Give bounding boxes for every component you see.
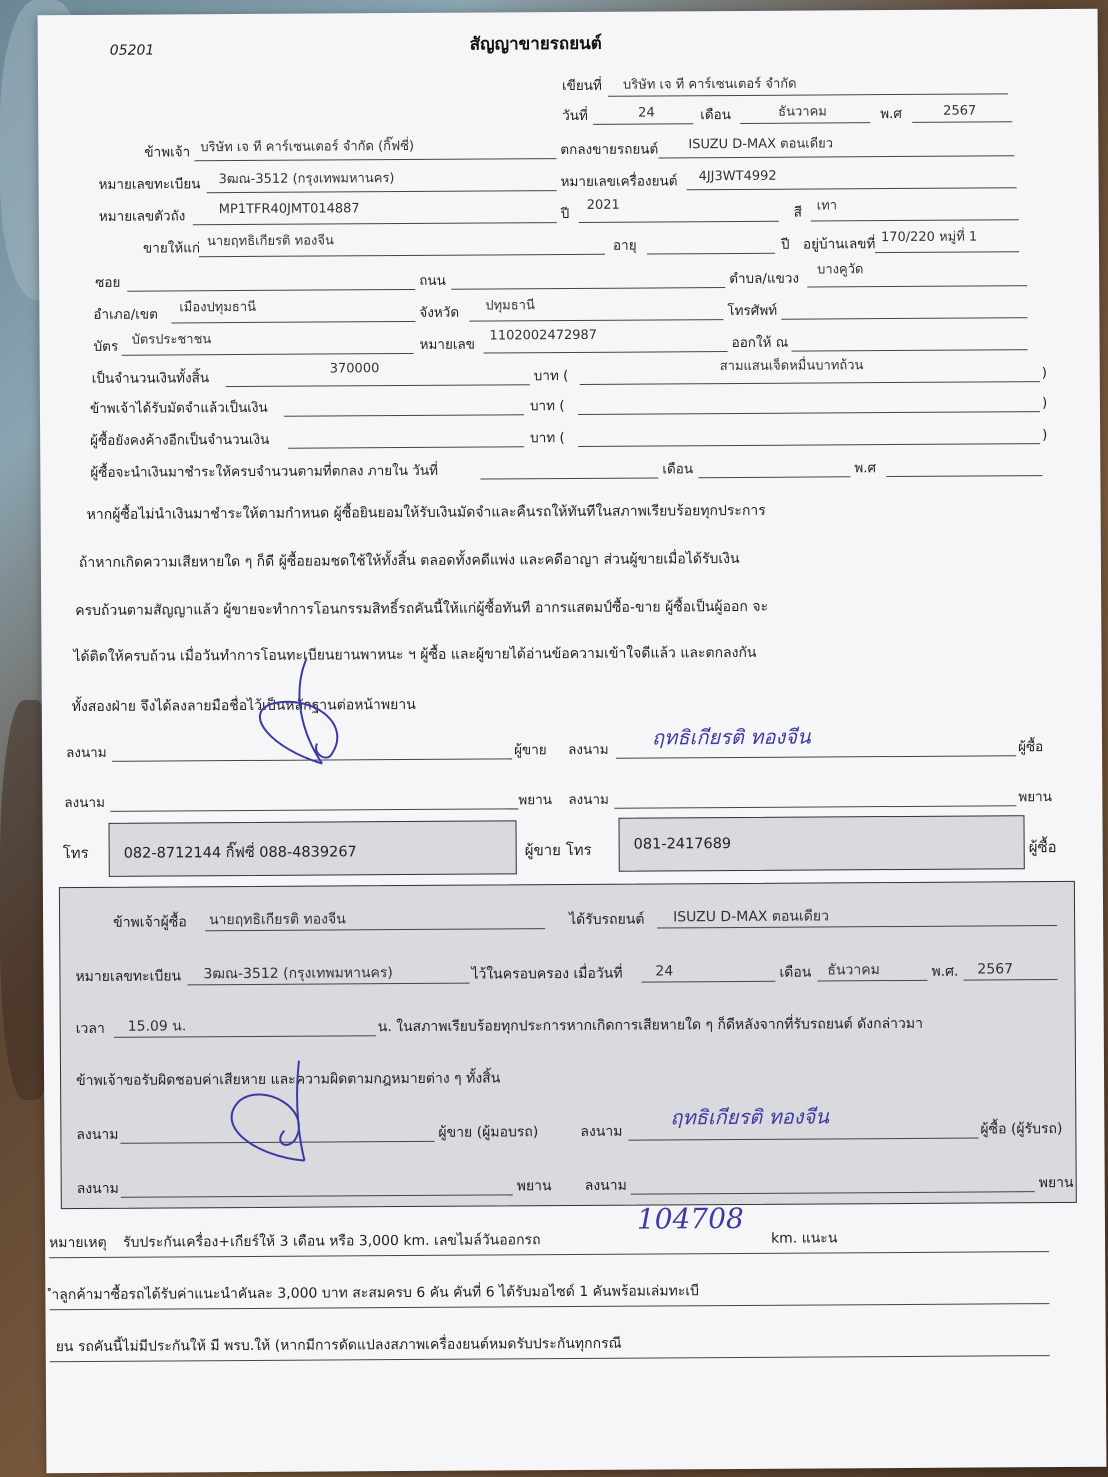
line-card-no bbox=[484, 351, 728, 353]
line-color bbox=[811, 219, 1019, 221]
label-witness-2: พยาน bbox=[1018, 789, 1053, 806]
label-total: เป็นจำนวนเงินทั้งสิ้น bbox=[91, 370, 210, 387]
value-total-words: สามแสนเจ็ดหมื่นบาทถ้วน bbox=[719, 358, 864, 375]
line-chassis-no bbox=[193, 222, 557, 225]
value-subdistrict: บางคูวัด bbox=[817, 262, 864, 278]
line-sign-witness-1 bbox=[110, 808, 518, 811]
label-seller: ผู้ขาย bbox=[514, 742, 547, 759]
label-district: อำเภอ/เขต bbox=[93, 306, 158, 323]
seller-signature bbox=[231, 653, 392, 774]
line-district bbox=[171, 321, 415, 323]
line-remaining bbox=[288, 446, 524, 448]
label-card-no: หมายเลข bbox=[419, 336, 476, 353]
value-buyer-name: นายฤทธิเกียรติ ทองจีน bbox=[206, 233, 334, 250]
close-paren-1: ) bbox=[1041, 365, 1048, 382]
label-deposit: ข้าพเจ้าได้รับมัดจำแล้วเป็นเงิน bbox=[89, 399, 268, 417]
label-subdistrict: ตำบล/แขวง bbox=[729, 270, 800, 288]
line-province bbox=[469, 319, 723, 322]
label-box-buyer-receive: ผู้ซื้อ (ผู้รับรถ) bbox=[980, 1121, 1063, 1138]
note-text-1: รับประกันเครื่อง+เกียร์ให้ 3 เดือน หรือ 3,000 km. เลขไมล์วันออกรถ bbox=[123, 1232, 541, 1251]
contract-paper bbox=[38, 9, 1107, 1473]
buyer-signature: ฤทธิเกียรติ ทองจีน bbox=[651, 724, 811, 750]
label-card: บัตร bbox=[93, 338, 119, 355]
line-plate bbox=[207, 190, 557, 193]
line-month bbox=[740, 122, 870, 124]
box-time: 15.09 น. bbox=[127, 1018, 187, 1035]
line-day bbox=[593, 123, 693, 125]
line-sign-buyer bbox=[616, 755, 1016, 758]
line-engine-no bbox=[687, 187, 1017, 190]
line-agree-sell bbox=[658, 155, 1014, 158]
box-buyer-name: นายฤทธิเกียรติ ทองจีน bbox=[209, 911, 346, 929]
line-written-at bbox=[608, 93, 1008, 96]
label-plate: หมายเลขทะเบียน bbox=[98, 176, 201, 193]
paragraph-line: หากผู้ซื้อไม่นำเงินมาชำระให้ตามกำหนด ผู้ซื้อยินยอมให้รับเงินมัดจำและคืนรถให้ทันทีในสภาพเรียบร้อยทุกประการ bbox=[86, 502, 766, 523]
line-be bbox=[912, 121, 1012, 123]
line-pay-month bbox=[698, 476, 850, 478]
label-issued-at: ออกให้ ณ bbox=[731, 334, 789, 352]
label-age: อายุ bbox=[612, 237, 637, 254]
close-paren-3: ) bbox=[1042, 427, 1048, 444]
label-box-possession: ไว้ในครอบครอง เมื่อวันที่ bbox=[471, 965, 623, 983]
label-box-time: เวลา bbox=[75, 1020, 105, 1038]
line-soi bbox=[127, 289, 415, 292]
label-box-received: ได้รับรถยนต์ bbox=[569, 911, 645, 929]
document-title: สัญญาขายรถยนต์ bbox=[469, 33, 602, 55]
line-age bbox=[647, 253, 775, 255]
label-province: จังหวัด bbox=[419, 304, 460, 321]
value-car: ISUZU D-MAX ตอนเดียว bbox=[688, 136, 834, 153]
label-year: ปี bbox=[560, 206, 570, 223]
buyer-phone: 081-2417689 bbox=[633, 836, 732, 853]
document-number: 05201 bbox=[109, 42, 155, 59]
label-road: ถนน bbox=[419, 272, 446, 289]
box-time-tail: น. ในสภาพเรียบร้อยทุกประการหากเกิดการเสียหายใด ๆ ก็ดีหลังจากที่รับรถยนต์ ดังกล่าวมา bbox=[377, 1015, 923, 1036]
note-km: km. แนะน bbox=[770, 1230, 838, 1247]
label-box-witness-1: พยาน bbox=[516, 1178, 552, 1195]
value-written-at: บริษัท เจ ที คาร์เซนเตอร์ จำกัด bbox=[622, 76, 797, 93]
label-box-sign-seller: ลงนาม bbox=[76, 1126, 119, 1144]
line-total bbox=[226, 384, 530, 387]
label-engine-no: หมายเลขเครื่องยนต์ bbox=[560, 173, 678, 191]
line-pay-be bbox=[886, 475, 1042, 477]
label-month: เดือน bbox=[700, 107, 731, 124]
paragraph-line: ครบถ้วนตามสัญญาแล้ว ผู้ขายจะทำการโอนกรรมสิทธิ์รถคันนี้ให้แก่ผู้ซื้อทันที อากรแสตมป์ซื้อ-ขาย ผู้ซื้อเป็นผู้ออก จะ bbox=[75, 598, 769, 620]
line-subdistrict bbox=[807, 285, 1027, 287]
value-year: 2021 bbox=[586, 197, 620, 213]
value-card-no: 1102002472987 bbox=[489, 327, 598, 344]
box-buyer-signature: ฤทธิเกียรติ ทองจีน bbox=[670, 1104, 829, 1130]
value-be: 2567 bbox=[943, 103, 977, 119]
seller-phone: 082-8712144 กิ๊ฟซี่ 088-4839267 bbox=[123, 844, 357, 862]
label-pay-be: พ.ศ bbox=[854, 460, 877, 477]
value-engine-no: 4JJ3WT4992 bbox=[698, 168, 777, 185]
label-box-witness-2: พยาน bbox=[1038, 1174, 1074, 1192]
value-card: บัตรประชาชน bbox=[131, 332, 212, 348]
line-deposit-words bbox=[578, 411, 1040, 415]
label-seller-me: ข้าพเจ้า bbox=[144, 144, 191, 161]
label-pay-within: ผู้ซื้อจะนำเงินมาชำระให้ครบจำนวนตามที่ตกลง ภายใน วันที่ bbox=[90, 462, 439, 481]
label-written-at: เขียนที่ bbox=[561, 77, 602, 95]
label-buyer-phone: ผู้ซื้อ bbox=[1028, 838, 1057, 857]
value-province: ปทุมธานี bbox=[485, 298, 535, 314]
value-house-no: 170/220 หมู่ที่ 1 bbox=[880, 229, 978, 246]
line-total-words bbox=[580, 381, 1040, 385]
label-day: วันที่ bbox=[562, 107, 588, 125]
label-box-buyer-me: ข้าพเจ้าผู้ซื้อ bbox=[113, 914, 187, 931]
line-year bbox=[579, 221, 779, 223]
mileage-value: 104708 bbox=[636, 1201, 744, 1236]
label-be: พ.ศ bbox=[880, 105, 902, 123]
label-box-month: เดือน bbox=[779, 964, 812, 981]
line-pay-day bbox=[480, 477, 658, 479]
label-agree-sell: ตกลงขายรถยนต์ bbox=[560, 141, 659, 159]
line-deposit bbox=[284, 414, 524, 416]
label-box-sign-witness-2: ลงนาม bbox=[584, 1177, 627, 1194]
label-box-be: พ.ศ. bbox=[931, 963, 959, 980]
line-road bbox=[451, 287, 725, 290]
line-seller-me bbox=[194, 158, 556, 161]
label-box-sign-buyer: ลงนาม bbox=[580, 1123, 623, 1140]
value-seller-me: บริษัท เจ ที คาร์เซนเตอร์ จำกัด (กิ๊ฟซี่) bbox=[200, 138, 415, 156]
label-baht-3: บาท ( bbox=[530, 430, 565, 447]
note-text-3: ยน รถคันนี้ไม่มีประกันให้ มี พรบ.ให้ (หากมีการดัดแปลงสภาพเครื่องยนต์หมดรับประกันทุกกรณี bbox=[55, 1335, 622, 1356]
label-soi: ซอย bbox=[95, 274, 121, 291]
value-color: เทา bbox=[816, 198, 838, 214]
label-phone: โทรศัพท์ bbox=[727, 302, 778, 320]
line-remaining-words bbox=[578, 443, 1040, 447]
label-seller-tel: ผู้ขาย โทร bbox=[524, 840, 592, 860]
paragraph-line: ถ้าหากเกิดความเสียหายใด ๆ ก็ดี ผู้ซื้อยอมชดใช้ให้ทั้งสิ้น ตลอดทั้งคดีแพ่ง และคดีอาญา ส่วนผู้ขายเมื่อได้รับเงิน bbox=[78, 550, 740, 572]
value-month: ธันวาคม bbox=[778, 104, 827, 120]
box-month: ธันวาคม bbox=[827, 962, 880, 979]
note-text-2: ำลูกค้ามาซื้อรถได้รับค่าแนะนำคันละ 3,000 บาท สะสมครบ 6 คัน คันที่ 6 ได้รับมอไซด์ 1 คันพร้อมเล่มทะเบี bbox=[51, 1283, 700, 1304]
value-total: 370000 bbox=[329, 361, 380, 377]
label-note: หมายเหตุ bbox=[49, 1234, 107, 1252]
label-box-plate: หมายเลขทะเบียน bbox=[75, 968, 182, 986]
label-witness-1: พยาน bbox=[518, 792, 553, 809]
label-sign-witness-2: ลงนาม bbox=[568, 791, 609, 809]
label-baht-2: บาท ( bbox=[529, 398, 565, 415]
value-plate: 3ฒณ-3512 (กรุงเทพมหานคร) bbox=[218, 171, 395, 188]
line-sell-to bbox=[199, 254, 605, 257]
line-card bbox=[122, 353, 414, 356]
label-sign-seller: ลงนาม bbox=[66, 744, 107, 762]
note-line-1 bbox=[49, 1251, 1049, 1258]
box-plate: 3ฒณ-3512 (กรุงเทพมหานคร) bbox=[203, 965, 393, 983]
label-tel: โทร bbox=[62, 843, 89, 863]
buyer-phone-box bbox=[618, 815, 1024, 871]
seller-phone-box bbox=[108, 820, 516, 876]
label-baht-1: บาท ( bbox=[533, 368, 569, 385]
label-sign-buyer: ลงนาม bbox=[568, 741, 609, 759]
label-year-unit: ปี bbox=[780, 236, 790, 253]
paragraph-line: ทั้งสองฝ่าย จึงได้ลงลายมือชื่อไว้เป็นหลักฐานต่อหน้าพยาน bbox=[71, 696, 416, 716]
label-box-sign-witness-1: ลงนาม bbox=[76, 1180, 119, 1198]
box-responsible: ข้าพเจ้าขอรับผิดชอบค่าเสียหาย และความผิดตามกฎหมายต่าง ๆ ทั้งสิ้น bbox=[76, 1070, 501, 1090]
label-remaining: ผู้ซื้อยังคงค้างอีกเป็นจำนวนเงิน bbox=[90, 431, 270, 449]
label-chassis-no: หมายเลขตัวถัง bbox=[98, 208, 186, 225]
label-buyer: ผู้ซื้อ bbox=[1017, 739, 1044, 756]
line-phone bbox=[781, 317, 1027, 320]
line-house-no bbox=[875, 251, 1019, 253]
box-day: 24 bbox=[655, 963, 674, 980]
box-seller-signature bbox=[204, 1055, 345, 1166]
label-sign-witness-1: ลงนาม bbox=[64, 794, 105, 812]
value-chassis-no: MP1TFR40JMT014887 bbox=[218, 201, 360, 218]
label-house-no: อยู่บ้านเลขที่ bbox=[802, 236, 876, 253]
box-be: 2567 bbox=[977, 961, 1014, 978]
box-car: ISUZU D-MAX ตอนเดียว bbox=[673, 908, 829, 926]
label-sell-to: ขายให้แก่ bbox=[142, 240, 201, 257]
label-box-seller-deliver: ผู้ขาย (ผู้มอบรถ) bbox=[438, 1124, 539, 1141]
close-paren-2: ) bbox=[1041, 395, 1048, 412]
label-color: สี bbox=[793, 204, 803, 221]
value-district: เมืองปทุมธานี bbox=[179, 299, 257, 316]
label-pay-month: เดือน bbox=[662, 461, 694, 478]
value-day: 24 bbox=[638, 105, 655, 121]
line-issued-at bbox=[792, 349, 1028, 351]
paragraph-line: ได้ติดให้ครบถ้วน เมื่อวันทำการโอนทะเบียนยานพาหนะ ฯ ผู้ซื้อ และผู้ขายได้อ่านข้อความเข้าใจดีแล้ว และตกลงกัน bbox=[73, 644, 757, 666]
line-sign-witness-2 bbox=[614, 805, 1016, 808]
note-line-2 bbox=[49, 1303, 1049, 1310]
note-line-3 bbox=[50, 1355, 1050, 1362]
